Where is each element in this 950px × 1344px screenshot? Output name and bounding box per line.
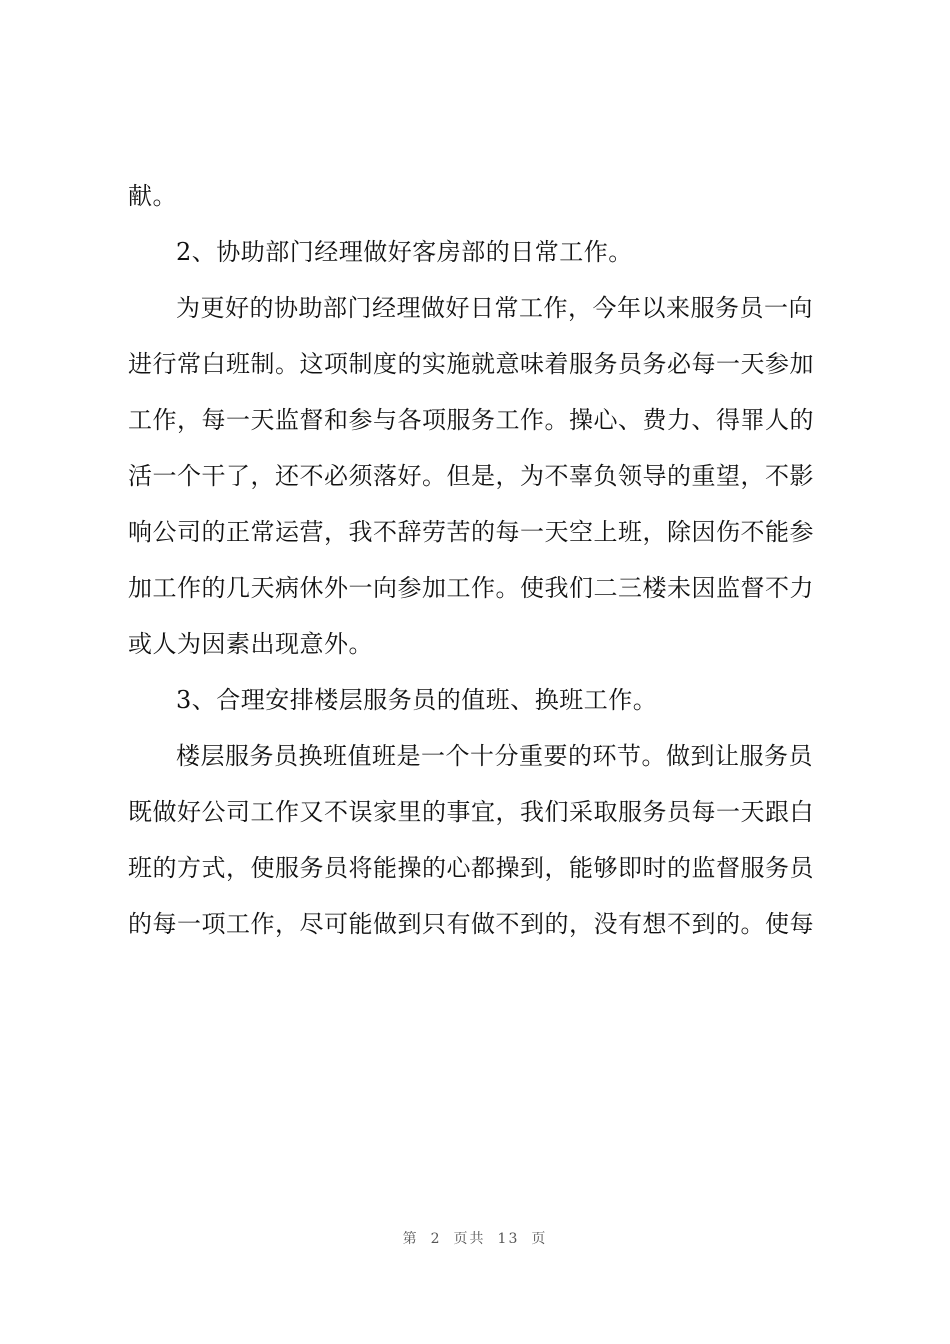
footer-label-page: 第: [402, 1231, 419, 1247]
page-footer: [0, 1228, 950, 1248]
footer-label-of: 页共: [453, 1231, 486, 1247]
text-line: 献。: [128, 182, 177, 210]
paragraph-start: 为更好的协助部门经理做好日常工作，今年以来服务员一向: [176, 294, 813, 322]
section-heading-3: 3、合理安排楼层服务员的值班、换班工作。: [176, 686, 658, 714]
text-line: 工作，每一天监督和参与各项服务工作。操心、费力、得罪人的: [128, 406, 814, 434]
footer-current-page: 2: [430, 1231, 442, 1247]
footer-total-pages: 13: [497, 1231, 520, 1247]
text-line: 加工作的几天病休外一向参加工作。使我们二三楼未因监督不力: [128, 574, 814, 602]
paragraph-start: 楼层服务员换班值班是一个十分重要的环节。做到让服务员: [176, 742, 813, 770]
section-heading-2: 2、协助部门经理做好客房部的日常工作。: [176, 238, 633, 266]
text-line: 响公司的正常运营，我不辞劳苦的每一天空上班，除因伤不能参: [128, 518, 814, 546]
document-body: [128, 168, 840, 952]
text-line: 既做好公司工作又不误家里的事宜，我们采取服务员每一天跟白: [128, 798, 814, 826]
text-line: 进行常白班制。这项制度的实施就意味着服务员务必每一天参加: [128, 350, 814, 378]
text-line: 的每一项工作，尽可能做到只有做不到的，没有想不到的。使每: [128, 910, 814, 938]
text-line: 或人为因素出现意外。: [128, 630, 373, 658]
text-line: 班的方式，使服务员将能操的心都操到，能够即时的监督服务员: [128, 854, 814, 882]
footer-label-end: 页: [531, 1231, 548, 1247]
text-line: 活一个干了，还不必须落好。但是，为不辜负领导的重望，不影: [128, 462, 814, 490]
